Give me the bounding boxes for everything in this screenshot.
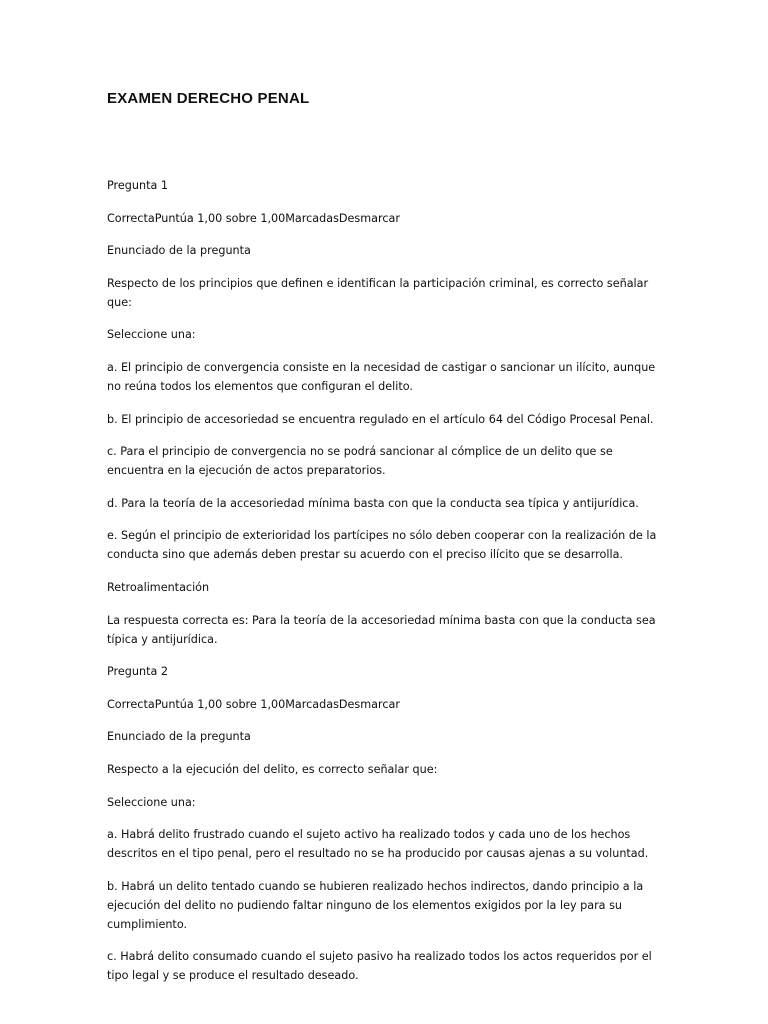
prompt-label: Enunciado de la pregunta: [107, 244, 251, 258]
question-status: CorrectaPuntúa 1,00 sobre 1,00MarcadasDesmarcar: [107, 211, 400, 225]
question-prompt: Respecto a la ejecución del delito, es correcto señalar que:: [107, 762, 438, 776]
select-label: Seleccione una:: [107, 795, 196, 809]
answer-option-d: d. Para la teoría de la accesoriedad mínima basta con que la conducta sea típica y antijurídica.: [107, 496, 639, 510]
answer-option-c: c. Para el principio de convergencia no se podrá sancionar al cómplice de un delito que se encuentra en la ejecución de actos preparatorios.: [107, 445, 613, 478]
question-1: [107, 176, 667, 649]
answer-option-a: a. Habrá delito frustrado cuando el sujeto activo ha realizado todos y cada uno de los hechos descritos en el tipo penal, pero el resultado no se ha producido por causas ajenas a su voluntad.: [107, 828, 649, 861]
question-label: Pregunta 1: [107, 179, 168, 192]
answer-option-c: c. Habrá delito consumado cuando el sujeto pasivo ha realizado todos los actos requeridos por el tipo legal y se produce el resultado deseado.: [107, 950, 652, 983]
question-2: [107, 662, 667, 985]
answer-option-e: e. Según el principio de exterioridad los partícipes no sólo deben cooperar con la realización de la conducta sino que además deben prestar su acuerdo con el preciso ilícito que se desarrolla.: [107, 529, 657, 562]
document-title: EXAMEN DERECHO PENAL: [107, 90, 310, 107]
feedback-text: La respuesta correcta es: Para la teoría de la accesoriedad mínima basta con que la conducta sea típica y antijurídica.: [107, 613, 656, 646]
prompt-label: Enunciado de la pregunta: [107, 730, 251, 744]
answer-option-a: a. El principio de convergencia consiste en la necesidad de castigar o sancionar un ilícito, aunque no reúna todos los elementos que configuran el delito.: [107, 360, 656, 393]
feedback-label: Retroalimentación: [107, 580, 210, 594]
question-prompt: Respecto de los principios que definen e identifican la participación criminal, es correcto señalar que:: [107, 276, 649, 309]
question-label: Pregunta 2: [107, 665, 168, 679]
document-content: [107, 176, 667, 999]
select-label: Seleccione una:: [107, 328, 196, 342]
answer-option-b: b. Habrá un delito tentado cuando se hubieren realizado hechos indirectos, dando principio a la ejecución del delito no pudiendo faltar ninguno de los elementos exigidos por la ley para su cumplimiento.: [107, 879, 644, 931]
question-status: CorrectaPuntúa 1,00 sobre 1,00MarcadasDesmarcar: [107, 697, 400, 711]
answer-option-b: b. El principio de accesoriedad se encuentra regulado en el artículo 64 del Código Procesal Penal.: [107, 412, 654, 426]
